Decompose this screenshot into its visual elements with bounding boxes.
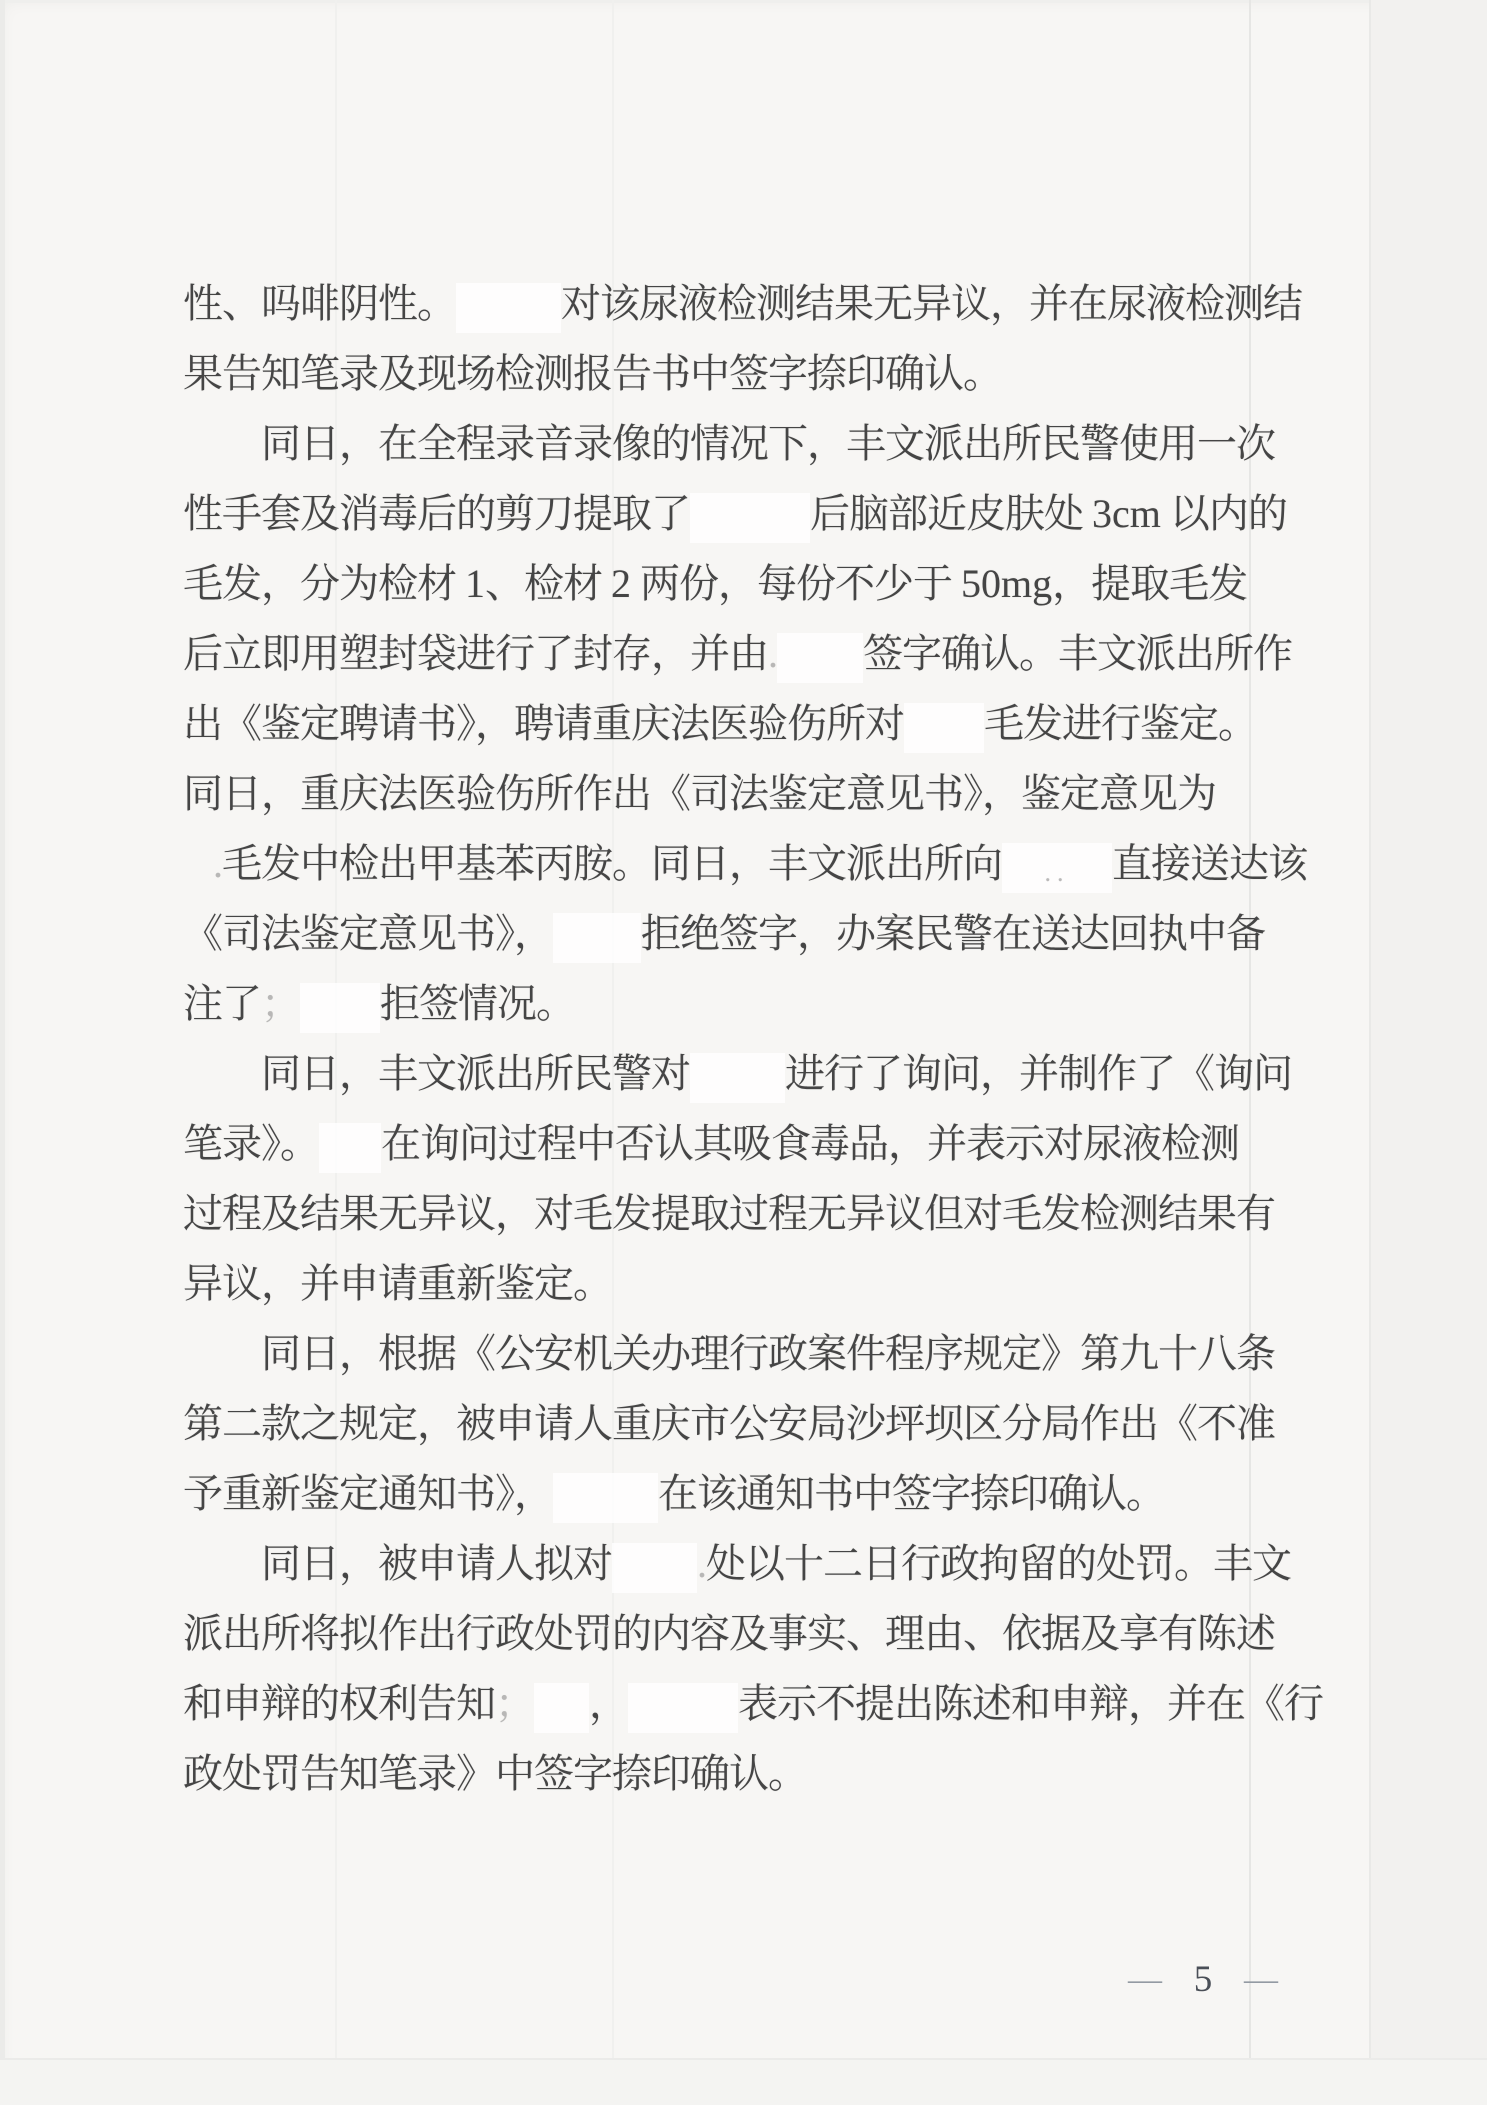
- text-line: [183, 339, 1323, 409]
- redaction-gap: [553, 1473, 658, 1523]
- text-line: [183, 969, 1323, 1039]
- text-line: [183, 829, 1323, 899]
- text-line: [183, 1319, 1323, 1389]
- redaction-gap: [534, 1683, 589, 1733]
- redaction-gap: [1002, 843, 1112, 893]
- text-segment: 性、吗啡阴性。: [183, 281, 456, 326]
- text-segment: 毛发中检出甲基苯丙胺。同日，丰文派出所向: [222, 841, 1002, 886]
- faint-ink-mark: .: [697, 1541, 706, 1586]
- text-segment: 出《鉴定聘请书》，聘请重庆法医验伤所对: [183, 701, 904, 746]
- text-segment: 后立即用塑封袋进行了封存，并由: [183, 631, 768, 676]
- text-segment: 、检材: [485, 561, 611, 606]
- latin-text-segment: 1: [465, 561, 485, 606]
- latin-text-segment: 50mg: [961, 561, 1053, 606]
- page-number-value: 5: [1193, 1959, 1213, 2000]
- text-line: [183, 1739, 1323, 1809]
- faint-ink-mark: ；: [261, 981, 300, 1026]
- text-line: [183, 1389, 1323, 1459]
- scan-bottom-band: [0, 2060, 1487, 2105]
- paper-crease-line: [1369, 0, 1371, 2105]
- text-segment: 后脑部近皮肤处: [810, 491, 1092, 536]
- text-segment: 派出所将拟作出行政处罚的内容及事实、理由、依据及享有陈述: [183, 1611, 1275, 1656]
- text-segment: 表示不提出陈述和申辩，并在《行: [738, 1681, 1323, 1726]
- redaction-gap: [319, 1123, 381, 1173]
- text-segment: ，提取毛发: [1052, 561, 1248, 606]
- page-left-edge: [0, 0, 5, 2105]
- redaction-gap: [612, 1543, 697, 1593]
- text-segment: 两份，每份不少于: [631, 561, 961, 606]
- text-segment: 同日，被申请人拟对: [261, 1541, 612, 1586]
- page-number-right-dash: —: [1244, 1960, 1278, 1998]
- text-line: [183, 1599, 1323, 1669]
- redaction-gap: [690, 1053, 785, 1103]
- text-segment: 异议，并申请重新鉴定。: [183, 1261, 612, 1306]
- text-segment: 予重新鉴定通知书》，: [183, 1471, 553, 1516]
- text-segment: 同日，在全程录音录像的情况下，丰文派出所民警使用一次: [261, 421, 1275, 466]
- text-segment: 和申辩的权利告知: [183, 1681, 495, 1726]
- text-line: [183, 1459, 1323, 1529]
- faint-ink-mark: ；: [495, 1681, 534, 1726]
- text-segment: 拒绝签字，办案民警在送达回执中备: [641, 911, 1265, 956]
- scan-right-band: [1370, 0, 1487, 2105]
- text-line: [183, 1249, 1323, 1319]
- text-segment: 以内的: [1160, 491, 1287, 536]
- page-top-edge: [0, 0, 1487, 3]
- document-body-text: [183, 269, 1323, 1809]
- text-line: [183, 269, 1323, 339]
- text-segment: 过程及结果无异议，对毛发提取过程无异议但对毛发检测结果有: [183, 1191, 1275, 1236]
- redaction-gap: [553, 913, 641, 963]
- text-line: [183, 1179, 1323, 1249]
- text-line: [183, 1039, 1323, 1109]
- text-line: [183, 689, 1323, 759]
- text-segment: 拒签情况。: [380, 981, 575, 1026]
- text-segment: 直接送达该: [1112, 841, 1307, 886]
- text-segment: 处以十二日行政拘留的处罚。丰文: [706, 1541, 1291, 1586]
- text-segment: 同日，重庆法医验伤所作出《司法鉴定意见书》，鉴定意见为: [183, 771, 1216, 816]
- text-segment: 注了: [183, 981, 261, 1026]
- text-segment: 同日，根据《公安机关办理行政案件程序规定》第九十八条: [261, 1331, 1275, 1376]
- redaction-gap: [628, 1683, 738, 1733]
- text-line: [183, 1529, 1323, 1599]
- text-line: [183, 619, 1323, 689]
- latin-text-segment: 3cm: [1092, 491, 1161, 536]
- text-segment: 进行了询问，并制作了《询问: [785, 1051, 1292, 1096]
- text-line: [183, 899, 1323, 969]
- text-line: [183, 549, 1323, 619]
- redaction-gap: [690, 493, 810, 543]
- text-segment: 在该通知书中签字捺印确认。: [658, 1471, 1165, 1516]
- text-line: [183, 1109, 1323, 1179]
- redaction-gap: [904, 703, 984, 753]
- text-segment: 第二款之规定，被申请人重庆市公安局沙坪坝区分局作出《不准: [183, 1401, 1275, 1446]
- text-segment: 毛发进行鉴定。: [984, 701, 1257, 746]
- page-number: [1128, 1958, 1278, 2001]
- redaction-gap: [300, 983, 380, 1033]
- redaction-gap: [777, 633, 863, 683]
- faint-ink-mark: .: [213, 841, 222, 886]
- text-segment: 对该尿液检测结果无异议，并在尿液检测结: [561, 281, 1302, 326]
- text-segment: 政处罚告知笔录》中签字捺印确认。: [183, 1751, 807, 1796]
- text-line: [183, 479, 1323, 549]
- text-segment: 笔录》。: [183, 1121, 319, 1166]
- text-line: [183, 759, 1323, 829]
- redaction-remnant-dots: ..: [1044, 857, 1070, 887]
- text-segment: 在询问过程中否认其吸食毒品，并表示对尿液检测: [381, 1121, 1239, 1166]
- text-segment: 同日，丰文派出所民警对: [261, 1051, 690, 1096]
- text-line: [183, 409, 1323, 479]
- faint-ink-mark: .: [768, 631, 777, 676]
- text-segment: 签字确认。丰文派出所作: [863, 631, 1292, 676]
- latin-text-segment: 2: [611, 561, 631, 606]
- text-segment: 果告知笔录及现场检测报告书中签字捺印确认。: [183, 351, 1002, 396]
- text-segment: ，: [589, 1681, 628, 1726]
- page-number-left-dash: —: [1128, 1960, 1162, 1998]
- text-segment: 毛发，分为检材: [183, 561, 465, 606]
- text-line: [183, 1669, 1323, 1739]
- redaction-gap: [456, 283, 561, 333]
- text-segment: 性手套及消毒后的剪刀提取了: [183, 491, 690, 536]
- text-segment: 《司法鉴定意见书》，: [183, 911, 553, 956]
